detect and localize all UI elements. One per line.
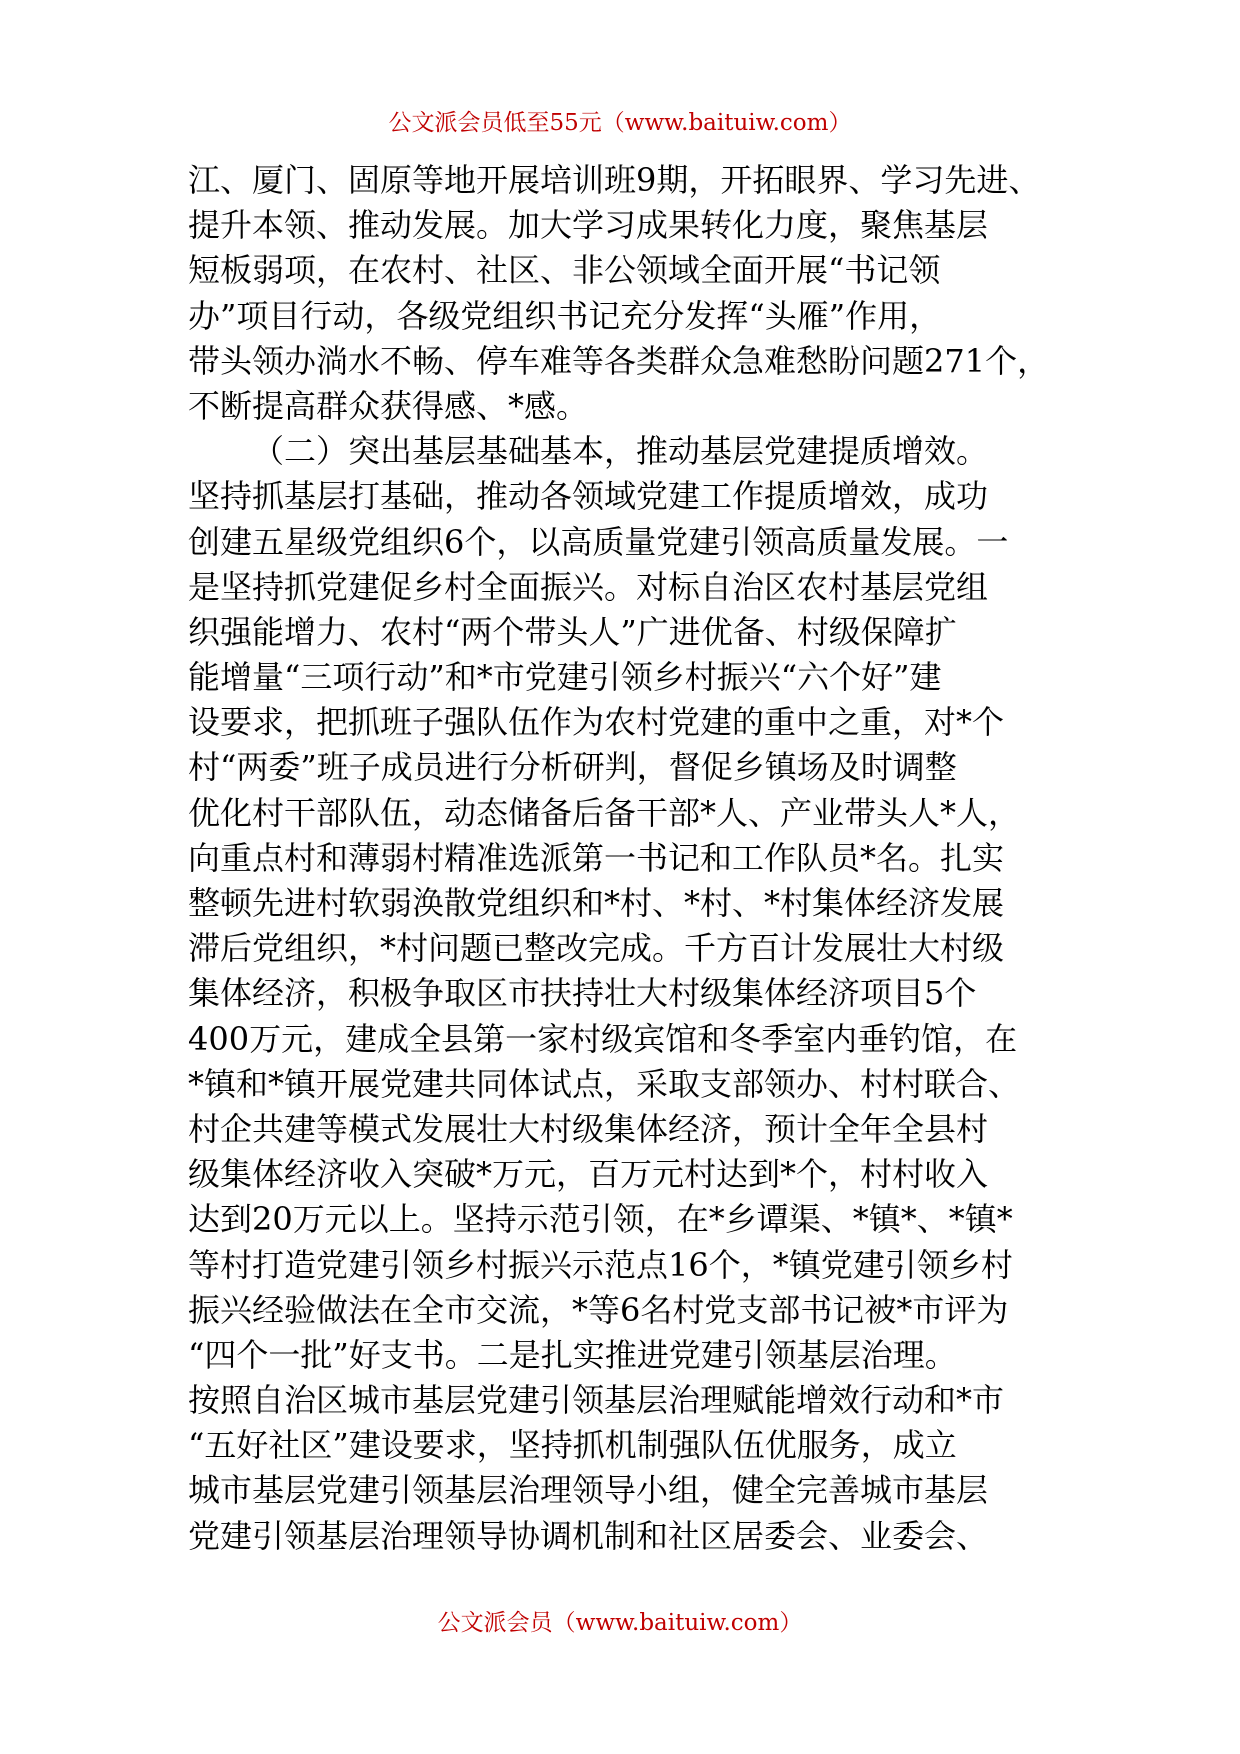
document-body bbox=[188, 158, 1088, 1559]
page-footer-watermark: 公文派会员（www.baituiw.com） bbox=[437, 1610, 803, 1636]
section-heading-line: （二）突出基层基础基本，推动基层党建提质增效。 bbox=[252, 432, 989, 471]
text-line: 村“两委”班子成员进行分析研判，督促乡镇场及时调整 bbox=[188, 748, 957, 787]
text-line: 提升本领、推动发展。加大学习成果转化力度，聚焦基层 bbox=[188, 206, 989, 245]
text-line: 优化村干部队伍，动态储备后备干部*人、产业带头人*人， bbox=[188, 793, 1021, 832]
text-line: 向重点村和薄弱村精准选派第一书记和工作队员*名。扎实 bbox=[188, 838, 1005, 877]
text-line: 创建五星级党组织6个，以高质量党建引领高质量发展。一 bbox=[188, 522, 1009, 561]
page-header-watermark: 公文派会员低至55元（www.baituiw.com） bbox=[388, 110, 852, 136]
text-line: 整顿先进村软弱涣散党组织和*村、*村、*村集体经济发展 bbox=[188, 884, 1005, 922]
text-line: 带头领办淌水不畅、停车难等各类群众急难愁盼问题271个， bbox=[188, 341, 1050, 380]
text-line: 设要求，把抓班子强队伍作为农村党建的重中之重，对*个 bbox=[188, 703, 1005, 742]
text-line: 等村打造党建引领乡村振兴示范点16个，*镇党建引领乡村 bbox=[188, 1245, 1013, 1284]
text-line: 级集体经济收入突破*万元，百万元村达到*个，村村收入 bbox=[188, 1155, 989, 1194]
text-line: 按照自治区城市基层党建引领基层治理赋能增效行动和*市 bbox=[188, 1381, 1005, 1420]
text-line: 城市基层党建引领基层治理领导小组，健全完善城市基层 bbox=[188, 1471, 989, 1510]
text-line: “四个一批”好支书。二是扎实推进党建引领基层治理。 bbox=[188, 1335, 957, 1374]
text-line: 短板弱项，在农村、社区、非公领域全面开展“书记领 bbox=[188, 251, 941, 290]
text-line: 是坚持抓党建促乡村全面振兴。对标自治区农村基层党组 bbox=[188, 567, 989, 606]
text-line: 织强能增力、农村“两个带头人”广进优备、村级保障扩 bbox=[188, 612, 957, 651]
text-line: 党建引领基层治理领导协调机制和社区居委会、业委会、 bbox=[188, 1516, 989, 1555]
text-line: 坚持抓基层打基础，推动各领域党建工作提质增效，成功 bbox=[188, 477, 989, 516]
text-line: 达到20万元以上。坚持示范引领，在*乡谭渠、*镇*、*镇* bbox=[188, 1200, 1013, 1239]
text-line: 滞后党组织，*村问题已整改完成。千方百计发展壮大村级 bbox=[188, 929, 1005, 968]
text-line: 村企共建等模式发展壮大村级集体经济，预计全年全县村 bbox=[188, 1109, 989, 1148]
text-line: 振兴经验做法在全市交流，*等6名村党支部书记被*市评为 bbox=[188, 1290, 1009, 1329]
text-line: “五好社区”建设要求，坚持抓机制强队伍优服务，成立 bbox=[188, 1426, 957, 1465]
text-line: 400万元，建成全县第一家村级宾馆和冬季室内垂钓馆，在 bbox=[188, 1019, 1018, 1058]
text-line: 集体经济，积极争取区市扶持壮大村级集体经济项目5个 bbox=[188, 974, 977, 1013]
text-line: 办”项目行动，各级党组织书记充分发挥“头雁”作用， bbox=[188, 296, 942, 335]
text-line: 能增量“三项行动”和*市党建引领乡村振兴“六个好”建 bbox=[188, 658, 942, 697]
text-line: 不断提高群众获得感、*感。 bbox=[188, 386, 589, 425]
text-line: *镇和*镇开展党建共同体试点，采取支部领办、村村联合、 bbox=[188, 1064, 1021, 1103]
text-line: 江、厦门、固原等地开展培训班9期，开拓眼界、学习先进、 bbox=[188, 161, 1041, 199]
